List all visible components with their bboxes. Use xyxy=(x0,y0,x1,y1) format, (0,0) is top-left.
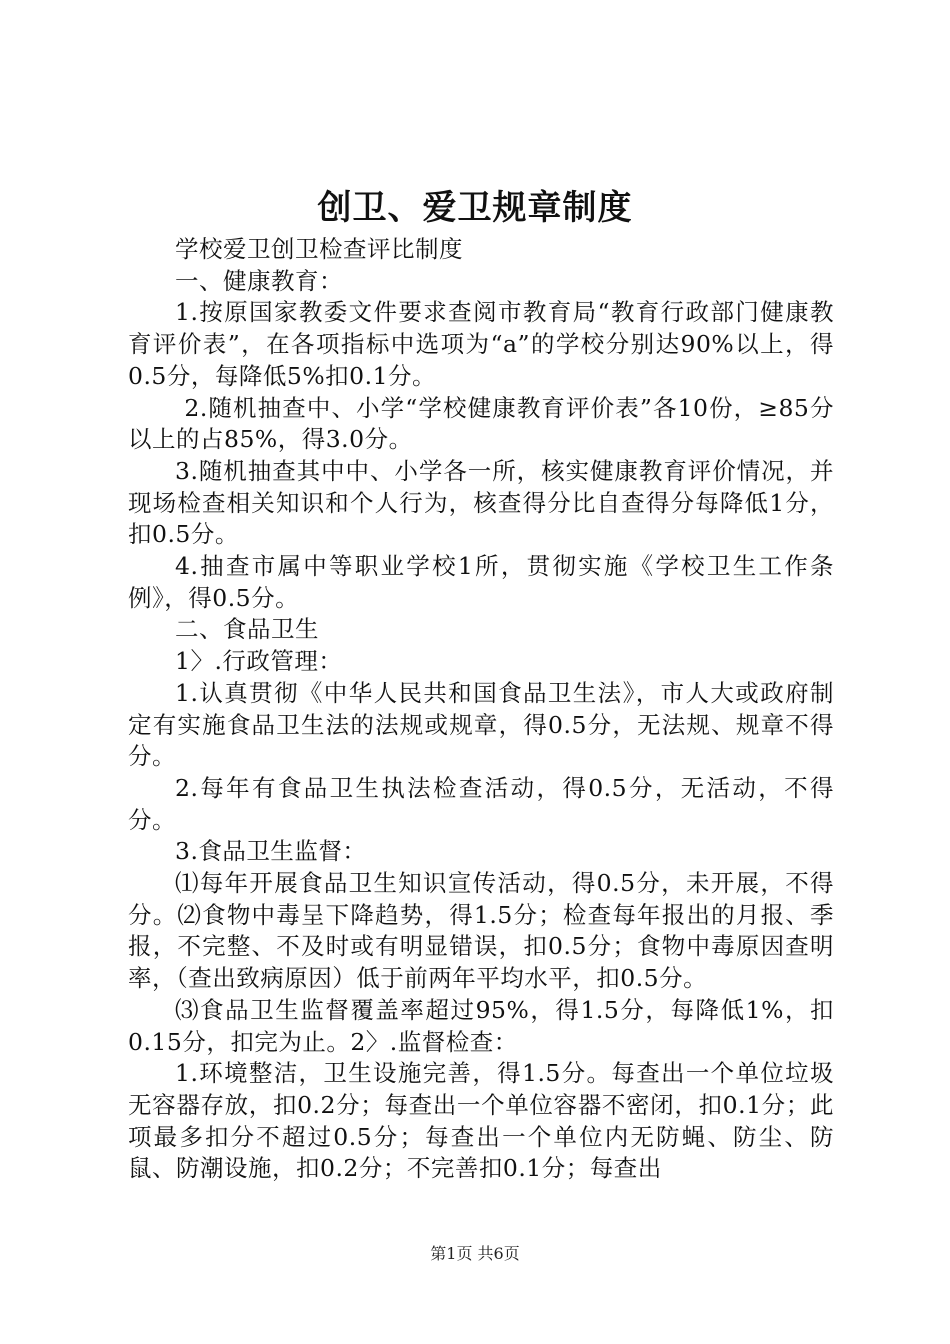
paragraph-subtitle: 学校爱卫创卫检查评比制度 xyxy=(175,235,463,263)
paragraph-1-1: 1.按原国家教委文件要求查阅市教育局“教育行政部门健康教育评价表”，在各项指标中选项为“a”的学校分别达90%以上，得0.5分，每降低5%扣0.1分。 xyxy=(128,298,834,390)
document-body xyxy=(128,234,834,1185)
paragraph-1-2: 2.随机抽查中、小学“学校健康教育评价表”各10份，≥85分以上的占85%，得3.0分。 xyxy=(128,393,834,454)
paragraph-1-4: 4.抽查市属中等职业学校1所，贯彻实施《学校卫生工作条例》，得0.5分。 xyxy=(128,552,834,612)
paragraph-2-3-1: ⑴每年开展食品卫生知识宣传活动，得0.5分，未开展，不得分。⑵食物中毒呈下降趋势，得1.5分；检查每年报出的月报、季报，不完整、不及时或有明显错误，扣0.5分；食物中毒原因查明率，（查出致病原因）低于前两年平均水平，扣0.5分。 xyxy=(128,869,834,993)
paragraph-2-1: 1.认真贯彻《中华人民共和国食品卫生法》，市人大或政府制定有实施食品卫生法的法规或规章，得0.5分，无法规、规章不得分。 xyxy=(128,678,834,771)
paragraph-2-3-3: ⑶食品卫生监督覆盖率超过95%，得1.5分，每降低1%，扣0.15分，扣完为止。2〉.监督检查： xyxy=(128,995,834,1056)
paragraph-1-3: 3.随机抽查其中中、小学各一所，核实健康教育评价情况，并现场检查相关知识和个人行为，核查得分比自查得分每降低1分，扣0.5分。 xyxy=(128,456,834,549)
paragraph-2-3: 3.食品卫生监督： xyxy=(175,837,367,866)
page-footer: 第1页 共6页 xyxy=(430,1244,520,1263)
paragraph-section-2-heading: 二、食品卫生 xyxy=(175,615,319,644)
document-title: 创卫、爱卫规章制度 xyxy=(317,188,633,228)
paragraph-inspection-1: 1.环境整洁，卫生设施完善，得1.5分。每查出一个单位垃圾无容器存放，扣0.2分；每查出一个单位容器不密闭，扣0.1分；此项最多扣分不超过0.5分；每查出一个单位内无防蝇、防尘、防鼠、防潮设施，扣0.2分；不完善扣0.1分；每查出 xyxy=(128,1059,834,1183)
paragraph-2-subheading-admin: 1〉.行政管理： xyxy=(175,647,343,676)
paragraph-2-2: 2.每年有食品卫生执法检查活动，得0.5分，无活动，不得分。 xyxy=(128,773,834,834)
paragraph-section-1-heading: 一、健康教育： xyxy=(175,266,343,295)
